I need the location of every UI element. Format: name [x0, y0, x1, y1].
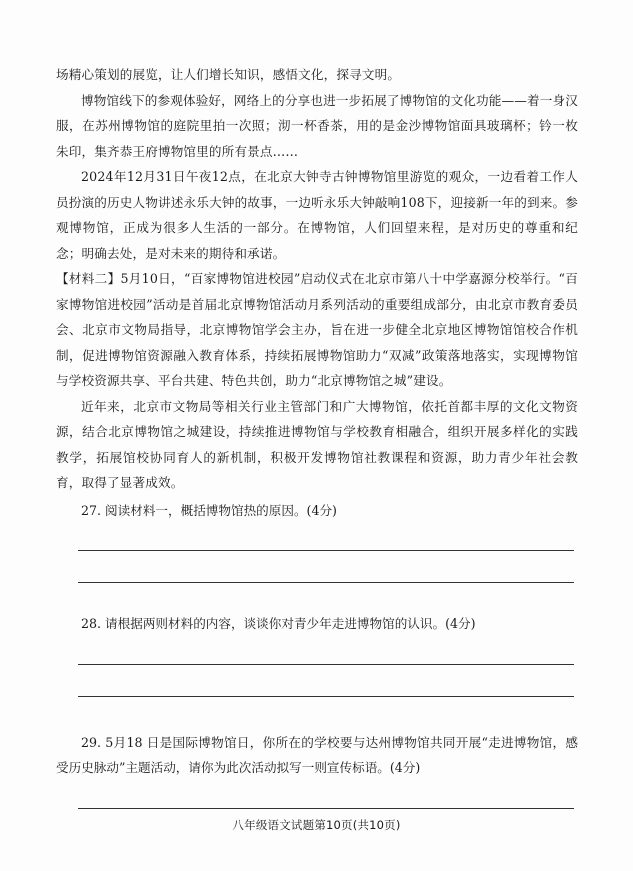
paragraph-material-two: 【材料二】5月10日，“百家博物馆进校园”启动仪式在北京市第八十中学嘉源分校举行。“百家博物馆进校园”活动是首届北京博物馆活动月系列活动的重要组成部分，由北京市教育委员会、北京市文物局指导，北京博物馆学会主办，旨在进一步健全北京地区博物馆馆校合作机制，促进博物馆资源融入教育体系，持续拓展博物馆助力“双减”政策落地落实，实现博物馆与学校资源共享、平台共建、特色共创，助力“北京博物馆之城”建设。 [56, 271, 578, 388]
paragraph-new-year-bell: 2024年12月31日午夜12点，在北京大钟寺古钟博物馆里游览的观众，一边看着工作人员扮演的历史人物讲述永乐大钟的故事，一边听永乐大钟敲响108下，迎接新一年的到来。参观博物馆，正成为很多人生活的一部分。在博物馆，人们回望来程，是对历史的尊重和纪念；明确去处，是对未来的期待和承诺。 [56, 169, 578, 261]
question-29: 29. 5月18 日是国际博物馆日，你所在的学校要与达州博物馆共同开展“走进博物馆，感受历史脉动”主题活动，请你为此次活动拟写一则宣传标语。(4分) [56, 734, 578, 775]
paragraph-continuation: 场精心策划的展览，让人们增长知识，感悟文化，探寻文明。 [56, 67, 401, 82]
paragraph-online-sharing: 博物馆线下的参观体验好，网络上的分享也进一步拓展了博物馆的文化功能——着一身汉服，在苏州博物馆的庭院里拍一次照；沏一杯香茶，用的是金沙博物馆面具玻璃杯；钤一枚朱印，集齐恭王府博物馆里的所有景点…… [56, 92, 579, 159]
answer-line-29-1[interactable] [78, 808, 574, 809]
question-28: 28. 请根据两则材料的内容，谈谈你对青少年走进博物馆的认识。(4分) [81, 616, 476, 631]
page-content [56, 62, 578, 809]
paragraph-recent-years: 近年来，北京市文物局等相关行业主管部门和广大博物馆，依托首都丰厚的文化文物资源，结合北京博物馆之城建设，持续推进博物馆与学校教育相融合，组织开展多样化的实践教学，拓展馆校协同育人的新机制，积极开发博物馆社教课程和资源，助力青少年社会教育，取得了显著成效。 [56, 398, 578, 490]
question-27: 27. 阅读材料一，概括博物馆热的原因。(4分) [81, 502, 337, 518]
page-footer: 八年级语文试题第10页(共10页) [232, 818, 401, 832]
